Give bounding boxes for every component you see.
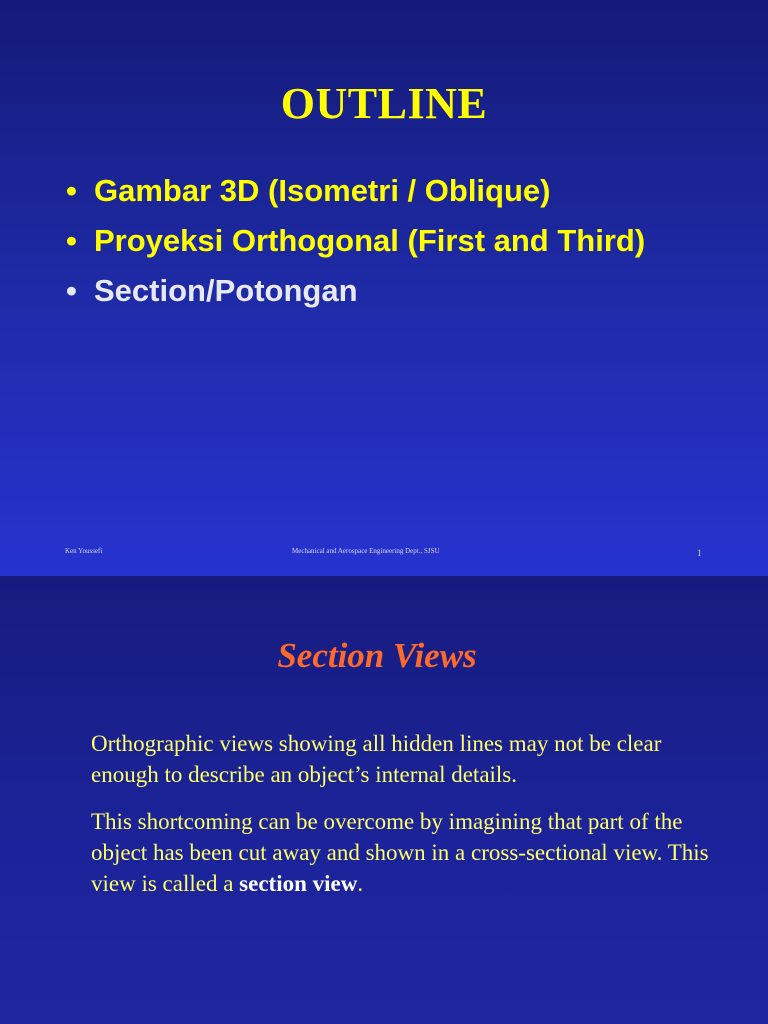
bullet-text: Section/Potongan bbox=[94, 273, 358, 308]
bullet-text: Proyeksi Orthogonal (First and Third) bbox=[94, 223, 646, 258]
bullet-dot: • bbox=[66, 173, 77, 208]
footer-page-number: 1 bbox=[697, 548, 702, 558]
slide-title: Section Views bbox=[277, 636, 477, 675]
body-paragraph: Orthographic views showing all hidden lines may not be clear enough to describe an object’s internal details. bbox=[91, 731, 662, 787]
footer-department: Mechanical and Aerospace Engineering Dept., SJSU bbox=[292, 547, 440, 555]
footer-author: Ken Youssefi bbox=[65, 547, 103, 555]
paragraph-text: This shortcoming can be overcome by imagining that part of the object has been cut away and shown in a cross-sectional view. This view is called a bbox=[91, 809, 709, 896]
slide-footer bbox=[0, 547, 768, 561]
bullet-dot: • bbox=[66, 223, 77, 258]
slide-section-views bbox=[0, 576, 768, 1024]
paragraph-text: . bbox=[357, 871, 364, 896]
emphasized-term: section view bbox=[239, 871, 358, 896]
bullet-text: Gambar 3D (Isometri / Oblique) bbox=[94, 173, 551, 208]
bullet-item bbox=[66, 222, 726, 260]
body-paragraph bbox=[91, 806, 711, 899]
bullet-item bbox=[66, 172, 726, 210]
bullet-list bbox=[66, 172, 726, 322]
bullet-item bbox=[66, 272, 726, 310]
bullet-dot: • bbox=[66, 273, 77, 308]
slide-title: OUTLINE bbox=[280, 79, 488, 128]
